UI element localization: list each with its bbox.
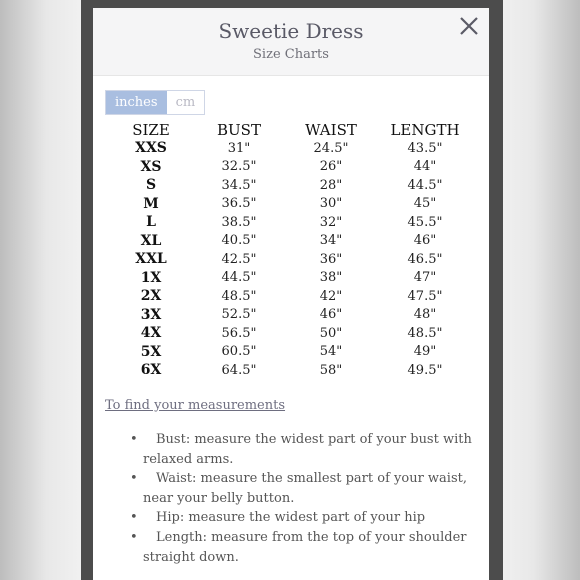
waist-cell: 50"	[319, 325, 343, 341]
table-row	[109, 269, 473, 288]
table-row	[109, 139, 473, 158]
waist-cell: 24.5"	[313, 140, 349, 156]
bust-cell: 34.5"	[221, 177, 257, 193]
bust-cell: 38.5"	[221, 214, 257, 230]
bust-cell: 36.5"	[221, 196, 257, 212]
tip-bust: Bust: measure the widest part of your bust with relaxed arms.	[143, 432, 472, 467]
size-cell: L	[146, 214, 156, 231]
length-cell: 44.5"	[407, 177, 443, 193]
size-cell: 6X	[140, 362, 162, 379]
size-cell: 4X	[140, 325, 162, 342]
size-cell: 2X	[140, 288, 162, 305]
bust-cell: 64.5"	[221, 362, 257, 378]
waist-cell: 34"	[319, 233, 343, 249]
modal-title: Sweetie Dress	[218, 19, 364, 43]
bust-cell: 52.5"	[221, 307, 257, 323]
size-cell: 1X	[140, 269, 162, 286]
header-size: SIZE	[132, 120, 170, 139]
tip-waist: Waist: measure the smallest part of your waist, near your belly button.	[143, 471, 467, 506]
bullet-icon: •	[130, 510, 138, 526]
table-row	[109, 176, 473, 195]
bust-cell: 42.5"	[221, 251, 257, 267]
header-bust: BUST	[217, 120, 261, 139]
waist-cell: 38"	[319, 270, 343, 286]
waist-cell: 58"	[319, 362, 343, 378]
waist-cell: 54"	[319, 344, 343, 360]
size-cell: M	[143, 195, 159, 212]
table-row	[109, 287, 473, 306]
waist-cell: 32"	[319, 214, 343, 230]
table-row	[109, 250, 473, 269]
list-item	[130, 528, 479, 567]
size-cell: 3X	[140, 306, 162, 323]
bust-cell: 31"	[227, 140, 251, 156]
bullet-icon: •	[130, 529, 138, 545]
bust-cell: 32.5"	[221, 159, 257, 175]
length-cell: 43.5"	[407, 140, 443, 156]
table-row	[109, 343, 473, 362]
size-cell: 5X	[140, 343, 162, 360]
close-icon	[459, 16, 479, 36]
table-row	[109, 232, 473, 251]
size-cell: XXL	[135, 251, 167, 268]
size-table	[109, 120, 473, 380]
table-row	[109, 306, 473, 325]
waist-cell: 36"	[319, 251, 343, 267]
length-cell: 45"	[413, 196, 437, 212]
bust-cell: 56.5"	[221, 325, 257, 341]
find-measurements-link[interactable]: To find your measurements	[105, 398, 286, 413]
bust-cell: 40.5"	[221, 233, 257, 249]
size-cell: XL	[140, 232, 162, 249]
length-cell: 46.5"	[407, 251, 443, 267]
unit-cm-option[interactable]: cm	[167, 91, 205, 114]
length-cell: 44"	[413, 159, 437, 175]
list-item	[130, 508, 479, 528]
length-cell: 46"	[413, 233, 437, 249]
length-cell: 47.5"	[407, 288, 443, 304]
waist-cell: 26"	[319, 159, 343, 175]
length-cell: 48.5"	[407, 325, 443, 341]
length-cell: 45.5"	[407, 214, 443, 230]
size-cell: S	[145, 177, 157, 194]
size-chart-modal	[93, 8, 489, 580]
list-item	[130, 430, 479, 469]
table-row	[109, 361, 473, 380]
list-item	[130, 469, 479, 508]
length-cell: 49"	[413, 344, 437, 360]
measurement-tips-list	[130, 430, 479, 567]
table-row	[109, 195, 473, 214]
table-header-row	[109, 120, 473, 139]
tip-length: Length: measure from the top of your shoulder straight down.	[143, 529, 467, 565]
table-row	[109, 213, 473, 232]
header-waist: WAIST	[305, 120, 357, 139]
tip-hip: Hip: measure the widest part of your hip	[156, 510, 426, 526]
modal-subtitle: Size Charts	[253, 47, 329, 62]
bullet-icon: •	[130, 471, 138, 487]
bust-cell: 44.5"	[221, 270, 257, 286]
close-button[interactable]	[459, 16, 479, 36]
waist-cell: 42"	[319, 288, 343, 304]
length-cell: 47"	[413, 270, 437, 286]
size-cell: XXS	[135, 140, 167, 157]
waist-cell: 46"	[319, 307, 343, 323]
header-length: LENGTH	[390, 120, 460, 139]
bullet-icon: •	[130, 432, 138, 447]
length-cell: 48"	[413, 307, 437, 323]
waist-cell: 30"	[319, 196, 343, 212]
size-cell: XS	[140, 158, 162, 175]
unit-toggle	[105, 90, 205, 115]
length-cell: 49.5"	[407, 362, 443, 378]
waist-cell: 28"	[319, 177, 343, 193]
unit-inches-option[interactable]: inches	[106, 91, 167, 114]
table-row	[109, 158, 473, 177]
table-row	[109, 324, 473, 343]
bust-cell: 60.5"	[221, 344, 257, 360]
modal-header	[93, 8, 489, 76]
bust-cell: 48.5"	[221, 288, 257, 304]
